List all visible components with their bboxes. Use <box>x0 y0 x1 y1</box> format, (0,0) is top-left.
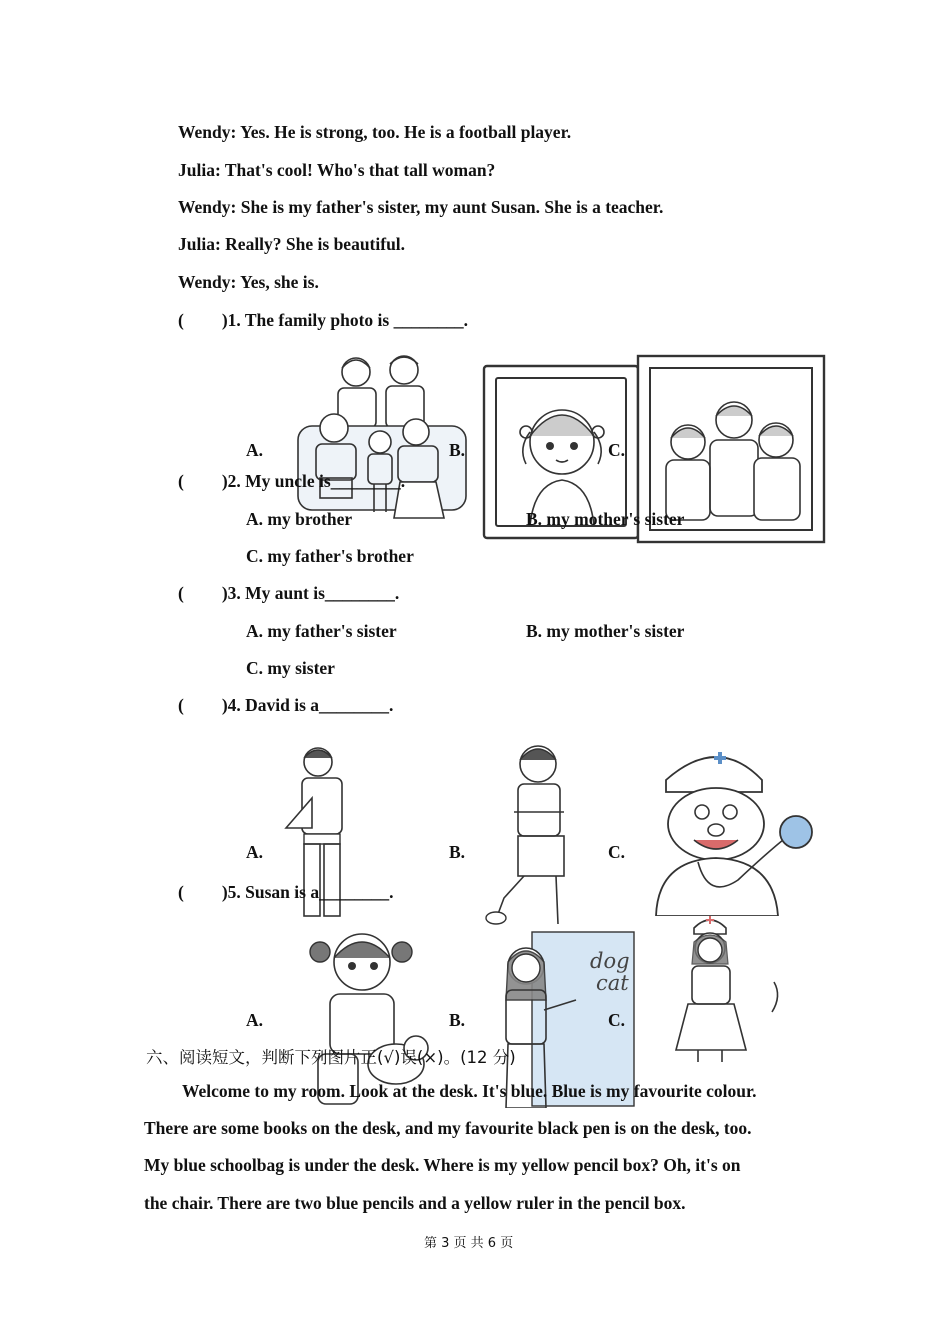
q1-option-a[interactable]: A. <box>246 440 264 460</box>
family-on-sofa-picture <box>294 350 470 520</box>
question-3: ( )3. My aunt is________. <box>178 583 400 603</box>
doctor-with-stethoscope-picture <box>638 740 824 916</box>
question-2: ( )2. My uncle is________. <box>178 471 406 491</box>
q5-option-b[interactable]: B. <box>449 1010 466 1030</box>
blackboard-words <box>590 950 630 994</box>
q4-option-a[interactable]: A. <box>246 842 264 862</box>
dialogue-line-3: Wendy: She is my father's sister, my aunt Susan. She is a teacher. <box>178 197 664 217</box>
q5-option-c[interactable]: C. <box>608 1010 626 1030</box>
passage-line-2: There are some books on the desk, and my favourite black pen is on the desk, too. <box>144 1118 752 1138</box>
q2-option-b[interactable]: B. my mother's sister <box>526 509 685 529</box>
blackboard-word-dog: dog <box>590 949 630 973</box>
q2-option-c[interactable]: C. my father's brother <box>246 546 414 566</box>
q3-option-a[interactable]: A. my father's sister <box>246 621 397 641</box>
blackboard-word-cat: cat <box>596 971 629 995</box>
q3-option-b[interactable]: B. my mother's sister <box>526 621 685 641</box>
section-6-heading: 六、阅读短文，判断下列图片正(√)误(×)。(12 分) <box>146 1048 516 1067</box>
q1-option-c[interactable]: C. <box>608 440 626 460</box>
q4-option-b[interactable]: B. <box>449 842 466 862</box>
passage-line-3: My blue schoolbag is under the desk. Where is my yellow pencil box? Oh, it's on <box>144 1155 741 1175</box>
q2-option-a[interactable]: A. my brother <box>246 509 353 529</box>
q3-option-c[interactable]: C. my sister <box>246 658 335 678</box>
question-4: ( )4. David is a________. <box>178 695 394 715</box>
question-5: ( )5. Susan is a________. <box>178 882 394 902</box>
page-footer: 第 3 页 共 6 页 <box>424 1236 514 1251</box>
football-boy-picture <box>484 738 584 928</box>
answer-paren-open: ( <box>178 310 184 330</box>
dialogue-line-5: Wendy: Yes, she is. <box>178 272 319 292</box>
q5-option-a[interactable]: A. <box>246 1010 264 1030</box>
passage-line-4: the chair. There are two blue pencils and a yellow ruler in the pencil box. <box>144 1193 686 1213</box>
question-1: ( )1. The family photo is ________. <box>178 310 468 330</box>
nurse-picture <box>668 912 784 1062</box>
q4-option-c[interactable]: C. <box>608 842 626 862</box>
dialogue-line-4: Julia: Really? She is beautiful. <box>178 234 406 254</box>
passage-line-1: Welcome to my room. Look at the desk. It's blue. Blue is my favourite colour. <box>182 1081 757 1101</box>
dialogue-line-2: Julia: That's cool! Who's that tall woman? <box>178 160 496 180</box>
dialogue-line-1: Wendy: Yes. He is strong, too. He is a football player. <box>178 122 572 142</box>
q1-option-b[interactable]: B. <box>449 440 466 460</box>
